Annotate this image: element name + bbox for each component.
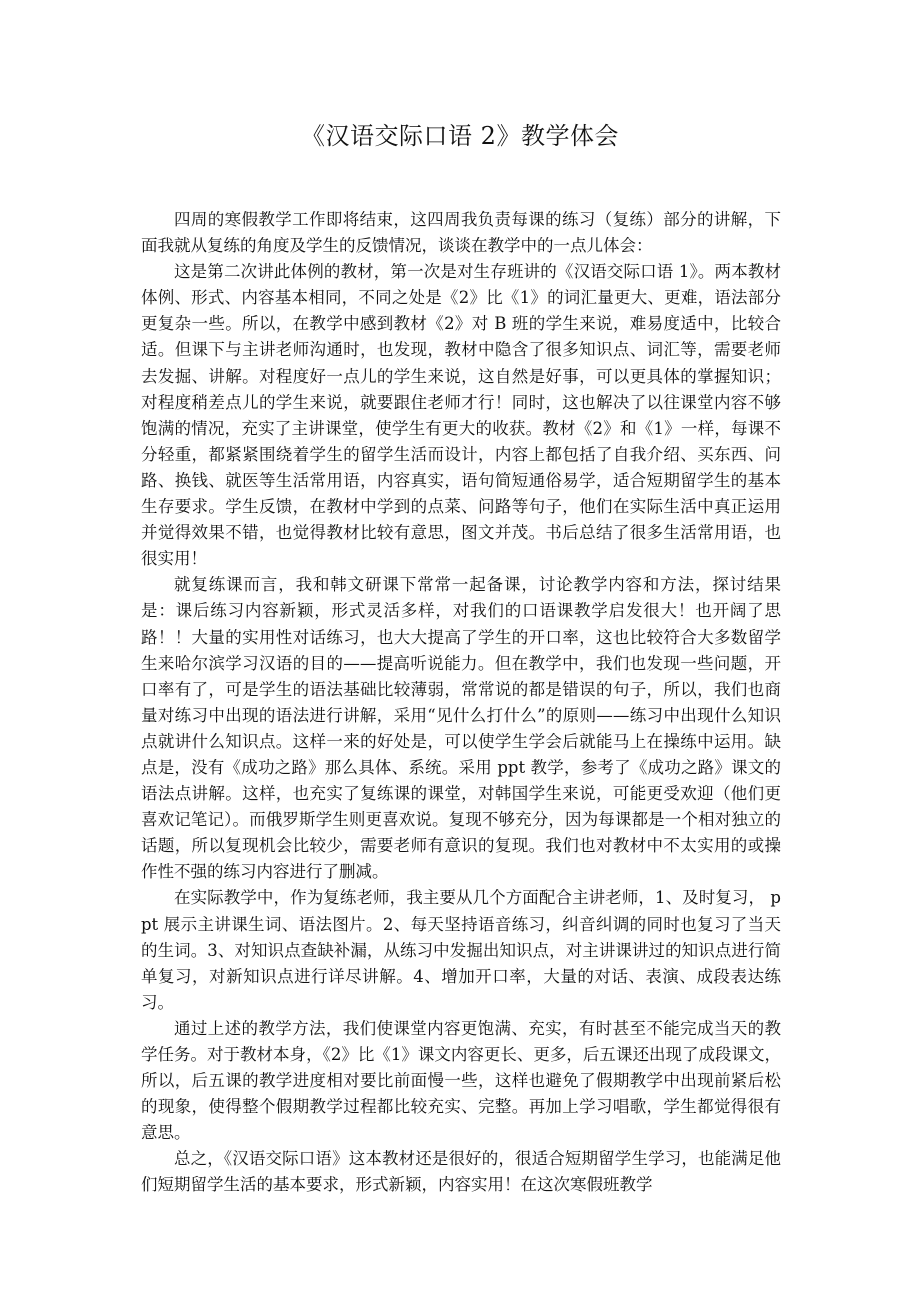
paragraph: 在实际教学中，作为复练老师，我主要从几个方面配合主讲老师，1、及时复习， ppt 展示主讲课生词、语法图片。2、每天坚持语音练习，纠音纠调的同时也复习了当天的生词。3、对知识点查缺补漏，从练习中发掘出知识点，对主讲课讲过的知识点进行简单复习，对新知识点进行详尽讲解。4、增加开口率，大量的对话、表演、成段表达练习。 [141, 888, 781, 1012]
document-body [141, 207, 781, 1199]
paragraph: 就复练课而言，我和韩文研课下常常一起备课，讨论教学内容和方法，探讨结果是：课后练习内容新颖，形式灵活多样，对我们的口语课教学启发很大！也开阔了思路！！大量的实用性对话练习，也大大提高了学生的开口率，这也比较符合大多数留学生来哈尔滨学习汉语的目的——提高听说能力。但在教学中，我们也发现一些问题，开口率有了，可是学生的语法基础比较薄弱，常常说的都是错误的句子，所以，我们也商量对练习中出现的语法进行讲解，采用“见什么打什么”的原则——练习中出现什么知识点就讲什么知识点。这样一来的好处是，可以使学生学会后就能马上在操练中运用。缺点是，没有《成功之路》那么具体、系统。采用 ppt 教学，参考了《成功之路》课文的语法点讲解。这样，也充实了复练课的课堂，对韩国学生来说，可能更受欢迎（他们更喜欢记笔记）。而俄罗斯学生则更喜欢说。复现不够充分，因为每课都是一个相对独立的话题，所以复现机会比较少，需要老师有意识的复现。我们也对教材中不太实用的或操作性不强的练习内容进行了删减。 [141, 575, 781, 882]
paragraph: 总之，《汉语交际口语》这本教材还是很好的，很适合短期留学生学习，也能满足他们短期留学生活的基本要求，形式新颖，内容实用！在这次寒假班教学 [141, 1149, 781, 1195]
document-title: 《汉语交际口语 2》教学体会 [301, 122, 619, 150]
paragraph: 通过上述的教学方法，我们使课堂内容更饱满、充实，有时甚至不能完成当天的教学任务。对于教材本身，《2》比《1》课文内容更长、更多，后五课还出现了成段课文，所以，后五课的教学进度相对要比前面慢一些，这样也避免了假期教学中出现前紧后松的现象，使得整个假期教学过程都比较充实、完整。再加上学习唱歌，学生都觉得很有意思。 [141, 1018, 781, 1143]
paragraph: 这是第二次讲此体例的教材，第一次是对生存班讲的《汉语交际口语 1》。两本教材体例、形式、内容基本相同，不同之处是《2》比《1》的词汇量更大、更难，语法部分更复杂一些。所以，在教学中感到教材《2》对 B 班的学生来说，难易度适中，比较合适。但课下与主讲老师沟通时，也发现，教材中隐含了很多知识点、词汇等，需要老师去发掘、讲解。对程度好一点儿的学生来说，这自然是好事，可以更具体的掌握知识；对程度稍差点儿的学生来说，就要跟住老师才行！同时，这也解决了以往课堂内容不够饱满的情况，充实了主讲课堂，使学生有更大的收获。教材《2》和《1》一样，每课不分轻重，都紧紧围绕着学生的留学生活而设计，内容上都包括了自我介绍、买东西、问路、换钱、就医等生活常用语，内容真实，语句简短通俗易学，适合短期留学生的基本生存要求。学生反馈，在教材中学到的点菜、问路等句子，他们在实际生活中真正运用并觉得效果不错，也觉得教材比较有意思，图文并茂。书后总结了很多生活常用语，也很实用！ [141, 262, 781, 569]
paragraph: 四周的寒假教学工作即将结束，这四周我负责每课的练习（复练）部分的讲解，下面我就从复练的角度及学生的反馈情况，谈谈在教学中的一点儿体会： [141, 210, 781, 256]
